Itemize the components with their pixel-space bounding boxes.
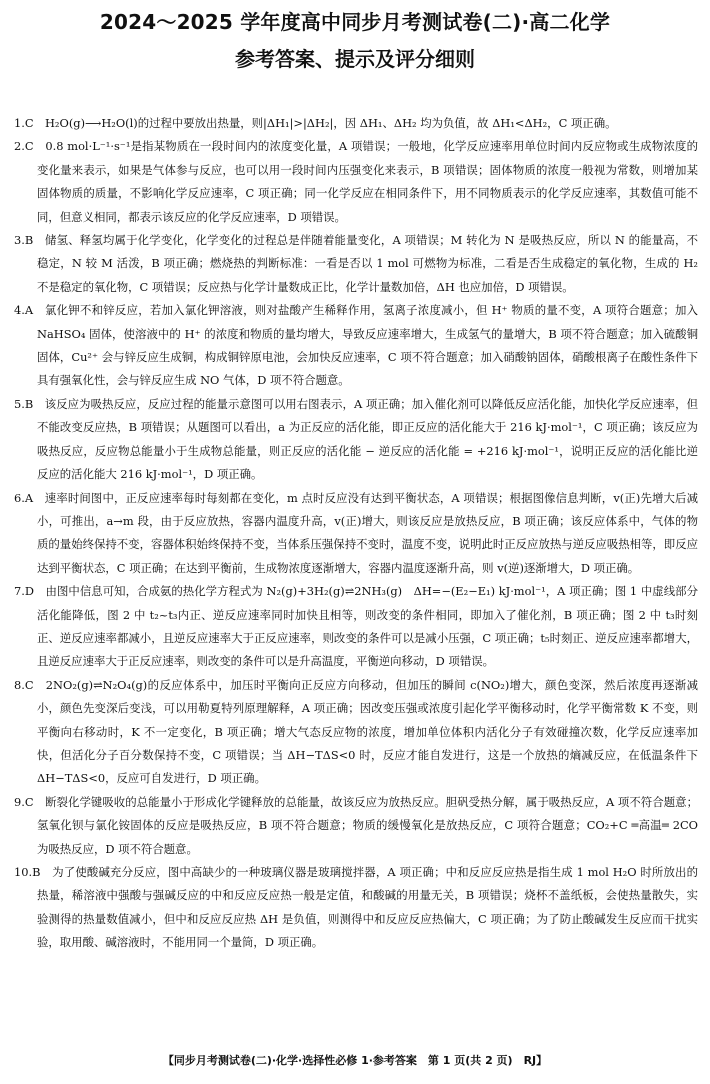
answer-item-6 bbox=[14, 487, 698, 581]
answer-number: 2.C bbox=[14, 139, 34, 154]
answer-item-4 bbox=[14, 299, 698, 393]
answer-number: 6.A bbox=[14, 490, 34, 505]
answer-item-9 bbox=[14, 791, 698, 861]
answer-number: 9.C bbox=[14, 794, 34, 809]
answer-number: 5.B bbox=[14, 396, 34, 411]
answer-explanation: 0.8 mol·L⁻¹·s⁻¹是指某物质在一段时间内的浓度变化量，A 项错误；一般地，化学反应速率用单位时间内反应物或生成物浓度的变化量来表示，如果是气体参与反应，也可以用一段时间内压强变化来表示，B 项错误；固体物质的浓度一般视为常数，则增加某固体物质的质量，不影响化学反应速率，C 项正确；同一化学反应在相同条件下，用不同物质表示的化学反应速率，其数值可能不同，但意义相同，都表示该反应的化学反应速率，D 项错误。 bbox=[37, 139, 698, 224]
document-subtitle: 参考答案、提示及评分细则 bbox=[235, 47, 475, 71]
answer-item-8 bbox=[14, 674, 698, 791]
answer-explanation: H₂O(g)⟶H₂O(l)的过程中要放出热量，则|ΔH₁|>|ΔH₂|，因 ΔH₁、ΔH₂ 均为负值，故 ΔH₁<ΔH₂，C 项正确。 bbox=[45, 116, 617, 130]
document-title: 2024～2025 学年度高中同步月考测试卷(二)·高二化学 bbox=[99, 10, 611, 34]
answer-item-7 bbox=[14, 580, 698, 674]
answer-explanation: 氯化钾不和锌反应，若加入氯化钾溶液，则对盐酸产生稀释作用，氢离子浓度减小，但 H⁺ 物质的量不变，A 项符合题意；加入 NaHSO₄ 固体，使溶液中的 H⁺ 的浓度和物质的量均增大，导致反应速率增大，生成氢气的量增大，B 项不符合题意；加入硫酸铜固体，Cu²⁺ 会与锌反应生成铜，构成铜锌原电池，会加快反应速率，C 项不符合题意；加入硝酸钠固体，硝酸根离子在酸性条件下具有强氧化性，会与锌反应生成 NO 气体，D 项不符合题意。 bbox=[37, 303, 698, 388]
answer-item-1 bbox=[14, 112, 698, 135]
answer-explanation: 为了使酸碱充分反应，图中高缺少的一种玻璃仪器是玻璃搅拌器，A 项正确；中和反应反应热是指生成 1 mol H₂O 时所放出的热量，稀溶液中强酸与强碱反应的中和反应反应热一般是定值，和酸碱的用量无关，B 项错误；烧杯不盖纸板，会使热量散失，实验测得的热量数值减小，但中和反应反应热 ΔH 是负值，则测得中和反应反应热偏大，C 项正确；为了防止酸碱发生反应而干扰实验，取用酸、碱溶液时，不能用同一个量筒，D 项正确。 bbox=[37, 865, 698, 950]
answer-number: 10.B bbox=[14, 865, 41, 879]
answer-item-10 bbox=[14, 861, 698, 955]
answer-number: 7.D bbox=[14, 584, 35, 599]
answer-item-5 bbox=[14, 393, 698, 487]
answer-explanation: 2NO₂(g)⇌N₂O₄(g)的反应体系中，加压时平衡向正反应方向移动，但加压的瞬间 c(NO₂)增大，颜色变深，然后浓度再逐渐减小，颜色先变深后变浅，可以用勒夏特列原理解释，A 项正确；因改变压强或浓度引起化学平衡移动时，化学平衡常数 K 不变，则平衡向右移动时，K 不一定变化，B 项正确；增大气态反应物的浓度，增加单位体积内活化分子有效碰撞次数，化学反应速率加快，但活化分子百分数保持不变，C 项错误；当 ΔH−TΔS<0 时，反应才能自发进行，这是一个放热的熵减反应，在低温条件下 ΔH−TΔS<0，反应可自发进行，D 项正确。 bbox=[37, 677, 698, 786]
answer-number: 4.A bbox=[14, 303, 34, 318]
answer-explanation: 断裂化学键吸收的总能量小于形成化学键释放的总能量，故该反应为放热反应。胆矾受热分解，属于吸热反应，A 项不符合题意；氢氧化钡与氯化铵固体的反应是吸热反应，B 项不符合题意；物质的缓慢氧化是放热反应，C 项符合题意；CO₂+C ═高温═ 2CO 为吸热反应，D 项不符合题意。 bbox=[37, 794, 698, 856]
page-footer: 【同步月考测试卷(二)·化学·选择性必修 1·参考答案 第 1 页(共 2 页) RJ】 bbox=[162, 1054, 548, 1067]
answer-item-2 bbox=[14, 135, 698, 229]
answer-number: 1.C bbox=[14, 116, 34, 130]
answer-explanation: 储氢、释氢均属于化学变化，化学变化的过程总是伴随着能量变化，A 项错误；M 转化为 N 是吸热反应，所以 N 的能量高，不稳定，N 较 M 活泼，B 项正确；燃烧热的判断标准：一看是否以 1 mol 可燃物为标准，二看是否生成稳定的氧化物，生成的 H₂ 不是稳定的氧化物，C 项错误；反应热与化学计量数成正比，化学计量数加倍，ΔH 也应加倍，D 项错误。 bbox=[37, 233, 698, 294]
answer-explanation: 速率时间图中，正反应速率每时每刻都在变化，m 点时反应没有达到平衡状态，A 项错误；根据图像信息判断，v(正)先增大后减小，可推出，a→m 段，由于反应放热，容器内温度升高，v(正)增大，则该反应是放热反应，B 项正确；该反应体系中，气体的物质的量始终保持不变，容器体积始终保持不变，当体系压强保持不变时，温度不变，说明此时正反应放热与逆反应吸热相等，即反应达到平衡状态，C 项正确；在达到平衡前，生成物浓度逐渐增大，容器内温度逐渐升高，则 v(逆)逐渐增大，D 项正确。 bbox=[37, 490, 698, 575]
answers-list bbox=[14, 112, 698, 955]
answer-item-3 bbox=[14, 229, 698, 299]
answer-explanation: 该反应为吸热反应，反应过程的能量示意图可以用右图表示，A 项正确；加入催化剂可以降低反应活化能，加快化学反应速率，但不能改变反应热，B 项错误；从题图可以看出，a 为正反应的活化能，即正反应的活化能大于 216 kJ·mol⁻¹，C 项正确；该反应为吸热反应，反应物总能量小于生成物总能量，则正反应的活化能 − 逆反应的活化能 = +216 kJ·mol⁻¹，说明正反应的活化能比逆反应的活化能大 216 kJ·mol⁻¹，D 项正确。 bbox=[37, 396, 698, 482]
answer-number: 8.C bbox=[14, 677, 34, 692]
answer-explanation: 由图中信息可知，合成氨的热化学方程式为 N₂(g)+3H₂(g)⇌2NH₃(g) ΔH=−(E₂−E₁) kJ·mol⁻¹，A 项正确；图 1 中虚线部分活化能降低，图 2 中 t₂~t₃内正、逆反应速率同时加快且相等，则改变的条件相同，即加入了催化剂，B 项正确；图 2 中 t₃时刻正、逆反应速率都减小，且逆反应速率大于正反应速率，则改变的条件可以是减小压强，C 项正确；t₅时刻正、逆反应速率都增大，且逆反应速率大于正反应速率，则改变的条件可以是升高温度，平衡逆向移动，D 项错误。 bbox=[37, 584, 698, 669]
answer-number: 3.B bbox=[14, 233, 34, 248]
